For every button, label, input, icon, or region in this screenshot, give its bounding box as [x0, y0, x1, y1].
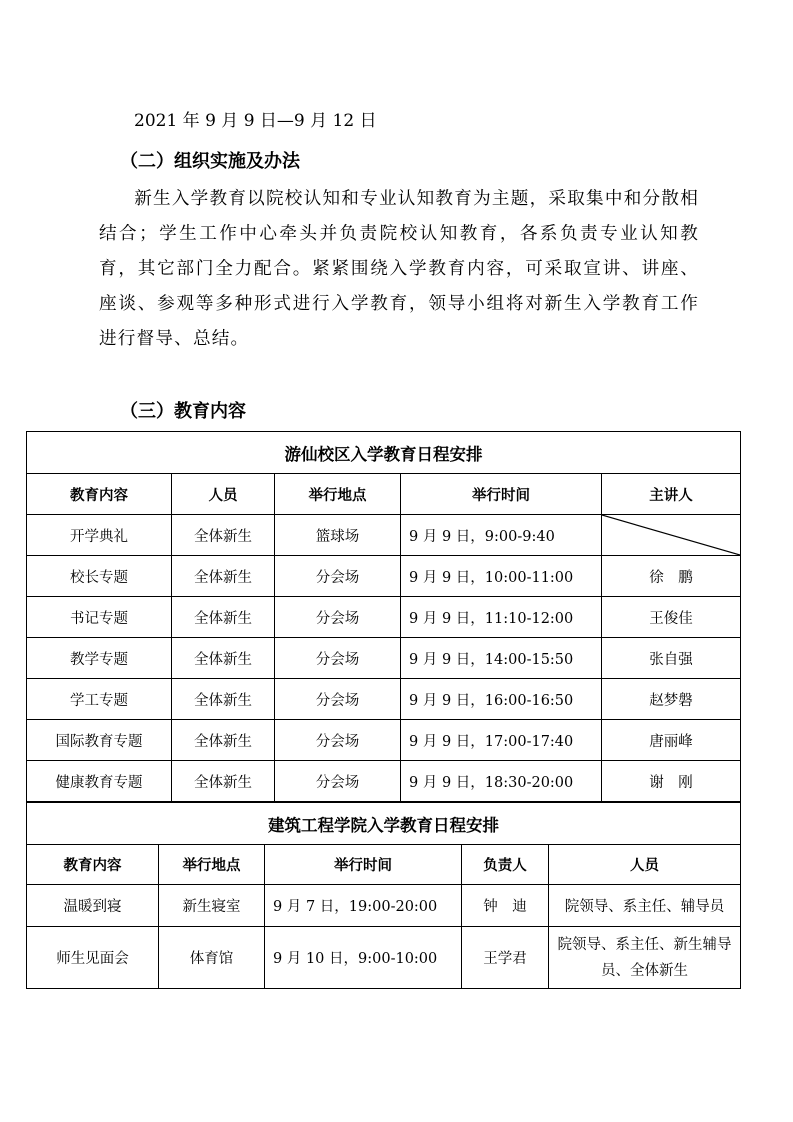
table-cell: 国际教育专题: [27, 720, 172, 761]
section-heading-organization: （二）组织实施及办法: [120, 151, 300, 172]
table-cell: 分会场: [275, 556, 401, 597]
table-cell: 赵梦磐: [602, 679, 741, 720]
table-cell: 健康教育专题: [27, 761, 172, 802]
column-header: 举行地点: [159, 845, 265, 885]
table-cell: 唐丽峰: [602, 720, 741, 761]
table-cell: 院领导、系主任、辅导员: [549, 885, 741, 927]
table-row: [27, 885, 741, 927]
table-cell: 张自强: [602, 638, 741, 679]
table-cell: 9 月 10 日，9:00-10:00: [265, 927, 462, 989]
youxian-schedule-table: [26, 431, 741, 802]
table-row: [27, 761, 741, 802]
table-cell: 开学典礼: [27, 515, 172, 556]
table-cell: 体育馆: [159, 927, 265, 989]
table-cell: 9 月 9 日，10:00-11:00: [401, 556, 602, 597]
diagonal-empty-cell: [602, 515, 741, 556]
table-cell: 教学专题: [27, 638, 172, 679]
table-cell: 谢 刚: [602, 761, 741, 802]
table-cell: 9 月 9 日，11:10-12:00: [401, 597, 602, 638]
table-row: [27, 556, 741, 597]
table-cell: 9 月 7 日，19:00-20:00: [265, 885, 462, 927]
table-cell: 9 月 9 日，17:00-17:40: [401, 720, 602, 761]
column-header: 举行时间: [401, 474, 602, 515]
table-row: [27, 720, 741, 761]
table-cell: 全体新生: [172, 720, 275, 761]
table-cell: 9 月 9 日，9:00-9:40: [401, 515, 602, 556]
table-cell: 钟 迪: [462, 885, 549, 927]
table-title: 建筑工程学院入学教育日程安排: [27, 803, 741, 845]
table-cell: 院领导、系主任、新生辅导员、全体新生: [549, 927, 741, 989]
table-cell: 篮球场: [275, 515, 401, 556]
table-cell: 9 月 9 日，16:00-16:50: [401, 679, 602, 720]
table-cell: 温暖到寝: [27, 885, 159, 927]
column-header: 主讲人: [602, 474, 741, 515]
column-header: 教育内容: [27, 474, 172, 515]
table-cell: 学工专题: [27, 679, 172, 720]
table-cell: 全体新生: [172, 597, 275, 638]
column-header: 人员: [549, 845, 741, 885]
column-header: 举行地点: [275, 474, 401, 515]
table-cell: 分会场: [275, 597, 401, 638]
column-header: 举行时间: [265, 845, 462, 885]
table-cell: 分会场: [275, 720, 401, 761]
table-cell: 分会场: [275, 761, 401, 802]
table-cell: 师生见面会: [27, 927, 159, 989]
table-cell: 9 月 9 日，18:30-20:00: [401, 761, 602, 802]
table-row: [27, 638, 741, 679]
section-heading-content: （三）教育内容: [120, 401, 246, 422]
table-row: [27, 597, 741, 638]
table-row: [27, 679, 741, 720]
table-cell: 校长专题: [27, 556, 172, 597]
column-header: 人员: [172, 474, 275, 515]
table-cell: 全体新生: [172, 638, 275, 679]
table-cell: 王学君: [462, 927, 549, 989]
table-cell: 书记专题: [27, 597, 172, 638]
table-row: [27, 927, 741, 989]
table-cell: 全体新生: [172, 761, 275, 802]
table-cell: 王俊佳: [602, 597, 741, 638]
column-header: 负责人: [462, 845, 549, 885]
column-header: 教育内容: [27, 845, 159, 885]
table-cell: 全体新生: [172, 556, 275, 597]
table-cell: 分会场: [275, 679, 401, 720]
table-cell: 分会场: [275, 638, 401, 679]
table-cell: 徐 鹏: [602, 556, 741, 597]
table-title: 游仙校区入学教育日程安排: [27, 432, 741, 474]
date-range: 2021 年 9 月 9 日—9 月 12 日: [134, 111, 377, 131]
architecture-schedule-table: [26, 802, 741, 989]
table-row: [27, 515, 741, 556]
table-cell: 新生寝室: [159, 885, 265, 927]
table-cell: 全体新生: [172, 679, 275, 720]
organization-paragraph: 新生入学教育以院校认知和专业认知教育为主题，采取集中和分散相结合；学生工作中心牵头并负责院校认知教育，各系负责专业认知教育，其它部门全力配合。紧紧围绕入学教育内容，可采取宣讲、讲座、座谈、参观等多种形式进行入学教育，领导小组将对新生入学教育工作进行督导、总结。: [99, 189, 699, 349]
diagonal-line: [602, 515, 740, 555]
table-cell: 全体新生: [172, 515, 275, 556]
table-cell: 9 月 9 日，14:00-15:50: [401, 638, 602, 679]
